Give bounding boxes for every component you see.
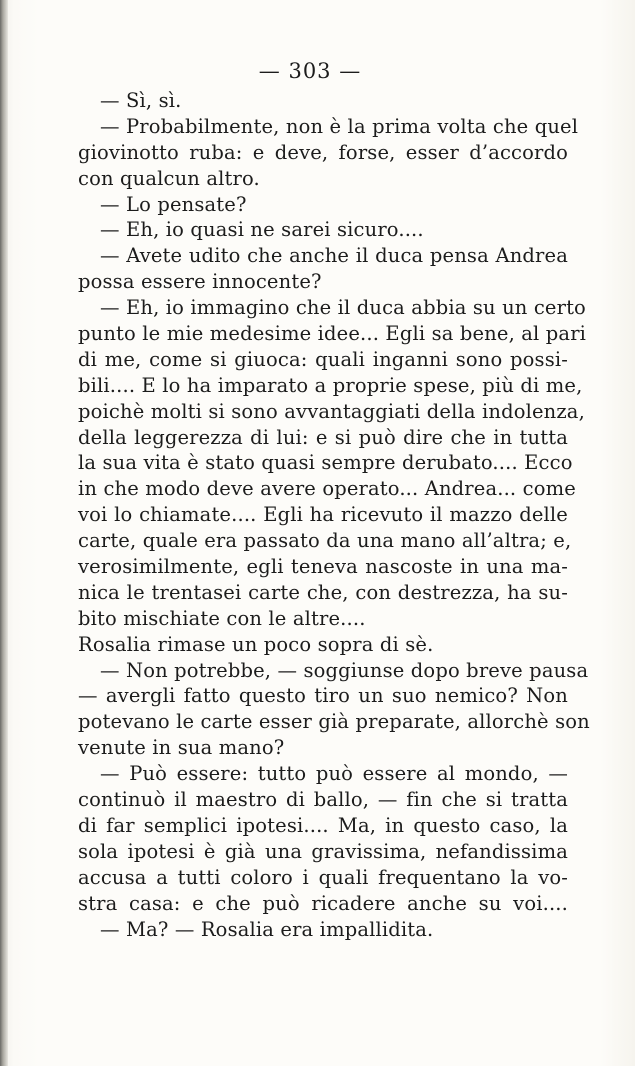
text-line: — avergli fatto questo tiro un suo nemico? Non	[78, 684, 568, 708]
text-line: bito mischiate con le altre....	[78, 606, 366, 630]
text-line: nica le trentasei carte che, con destrezza, ha su-	[78, 580, 568, 604]
text-line: — Avete udito che anche il duca pensa Andrea	[100, 244, 568, 268]
text-line: punto le mie medesime idee... Egli sa bene, al pari	[78, 322, 587, 346]
page-number: — 303 —	[258, 59, 362, 83]
text-line: possa essere innocente?	[78, 270, 322, 294]
text-line: — Può essere: tutto può essere al mondo, —	[100, 762, 568, 786]
text-line: accusa a tutti coloro i quali frequentano la vo-	[78, 865, 568, 889]
text-line: carte, quale era passato da una mano all’altra; e,	[78, 529, 572, 553]
text-line: stra casa: e che può ricadere anche su voi....	[78, 891, 568, 915]
text-line: la sua vita è stato quasi sempre derubato.... Ecco	[78, 451, 573, 475]
text-line: con qualcun altro.	[78, 166, 260, 190]
text-line: venute in sua mano?	[78, 736, 285, 760]
text-line: — Eh, io immagino che il duca abbia su un certo	[100, 296, 586, 320]
text-line: di far semplici ipotesi.... Ma, in questo caso, la	[78, 813, 568, 837]
text-line: della leggerezza di lui: e si può dire che in tutta	[78, 425, 568, 449]
text-line: — Probabilmente, non è la prima volta che quel	[100, 114, 579, 138]
text-line: verosimilmente, egli teneva nascoste in una ma-	[78, 555, 568, 579]
text-line: — Sì, sì.	[100, 89, 182, 112]
text-line: voi lo chiamate.... Egli ha ricevuto il mazzo delle	[78, 503, 568, 527]
text-line: Rosalia rimase un poco sopra di sè.	[78, 632, 434, 656]
text-line: — Eh, io quasi ne sarei sicuro....	[100, 218, 424, 242]
body-text	[78, 88, 590, 942]
text-line: giovinotto ruba: e deve, forse, esser d’accordo	[78, 140, 568, 164]
text-line: — Ma? — Rosalia era impallidita.	[100, 917, 434, 941]
text-line: — Non potrebbe, — soggiunse dopo breve pausa	[100, 658, 589, 682]
text-line: continuò il maestro di ballo, — fin che si tratta	[78, 788, 568, 812]
text-line: sola ipotesi è già una gravissima, nefandissima	[78, 839, 568, 863]
text-line: potevano le carte esser già preparate, allorchè son	[78, 710, 590, 734]
text-line: — Lo pensate?	[100, 192, 247, 216]
text-line: bili.... E lo ha imparato a proprie spese, più di me,	[78, 373, 583, 397]
text-line: di me, come si giuoca: quali inganni sono possi-	[78, 347, 568, 371]
text-line: in che modo deve avere operato... Andrea... come	[78, 477, 576, 501]
text-line: poichè molti si sono avvantaggiati della indolenza,	[78, 399, 585, 423]
page-binding-edge	[0, 0, 8, 1066]
